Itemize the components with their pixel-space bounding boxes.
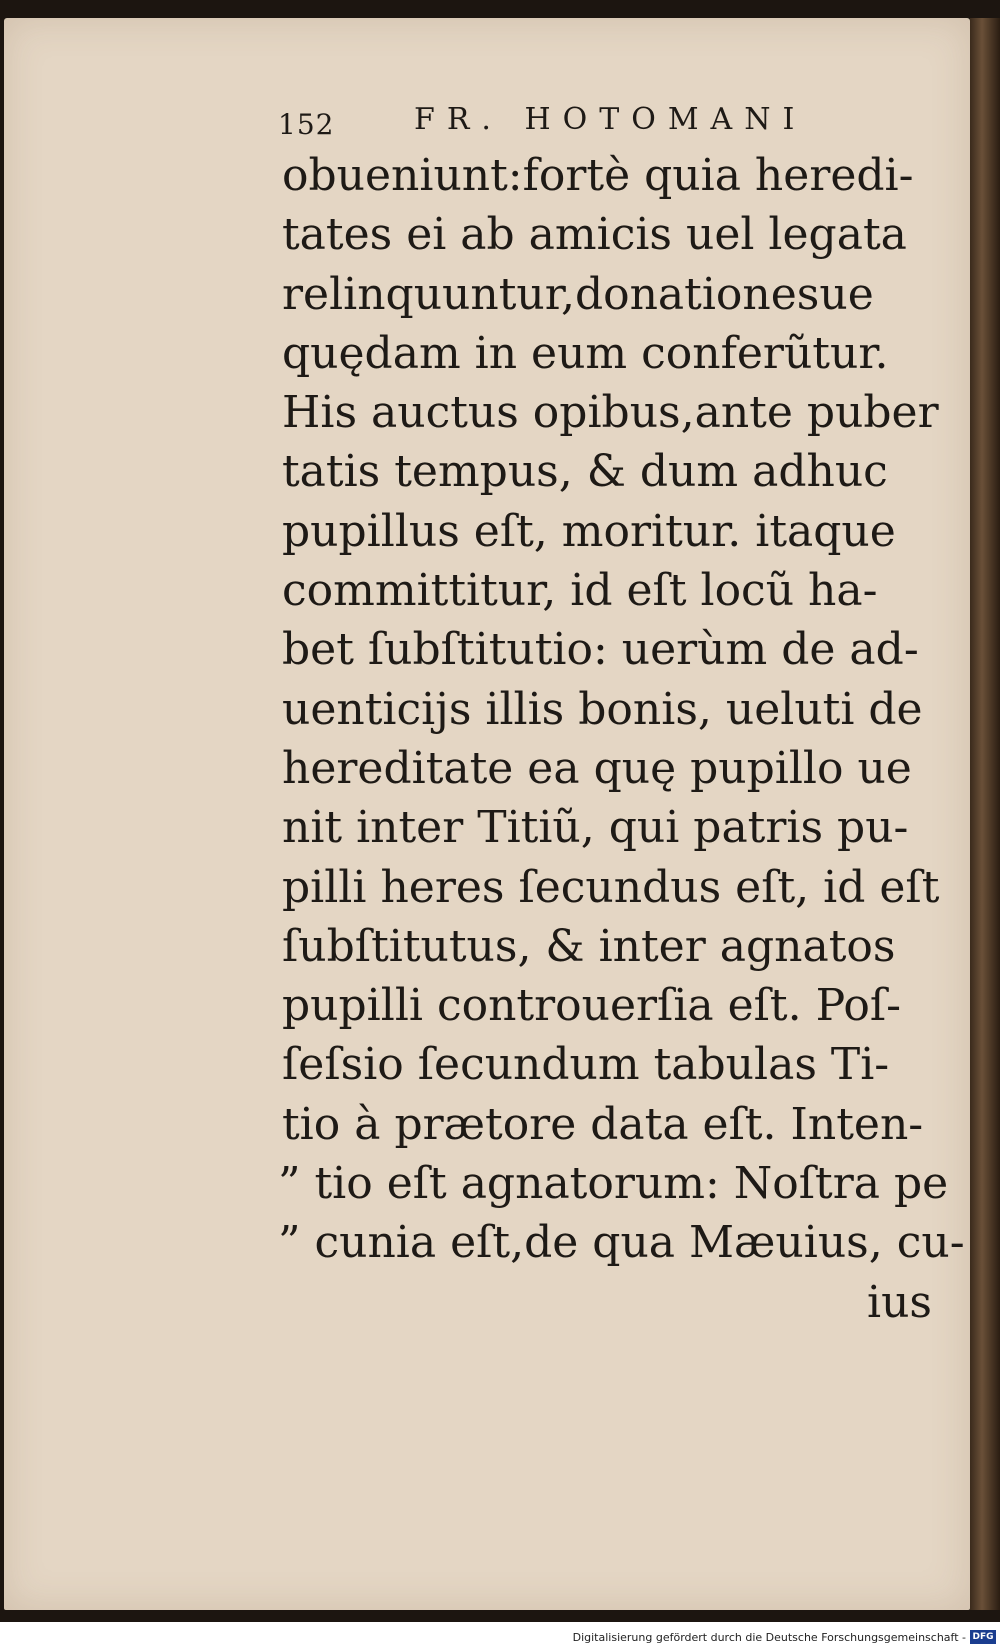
text-line: obueniunt:fortè quia heredi- (282, 150, 914, 201)
text-line: pilli heres ſecundus eſt, id eſt (282, 861, 940, 913)
text-line-quoted: ” tio eſt agnatorum: Noſtra pe (278, 1158, 949, 1210)
text-line: nit inter Titiũ, qui patris pu- (282, 802, 909, 854)
text-line: His auctus opibus,ante puber (282, 387, 939, 439)
text-line: bet ſubſtitutio: uerùm de ad- (282, 624, 919, 676)
text-line: ſubſtitutus, & inter agnatos (282, 920, 896, 972)
text-line: uenticijs illis bonis, ueluti de (282, 683, 923, 735)
text-line: hereditate ea quę pupillo ue (282, 742, 912, 794)
book-page-edge (970, 18, 1000, 1610)
text-line: tates ei ab amicis uel legata (282, 209, 907, 261)
footer-bar (0, 1622, 1000, 1650)
text-line: quędam in eum conferũtur. (282, 327, 889, 379)
text-line: ſeſsio ſecundum tabulas Ti- (282, 1039, 890, 1091)
catchword: ius (867, 1276, 932, 1328)
body-text (278, 146, 965, 1332)
funding-credit: Digitalisierung gefördert durch die Deutsche Forschungsgemeinschaft - (572, 1631, 966, 1644)
text-line: pupillus eſt, moritur. itaque (282, 505, 896, 557)
text-line-quoted: ” cunia eſt,de qua Mæuius, cu- (278, 1217, 965, 1269)
running-head (278, 102, 838, 142)
text-line: relinquuntur,donationesue (282, 268, 874, 320)
text-line: tatis tempus, & dum adhuc (282, 446, 888, 498)
text-line: committitur, id eſt locũ ha- (282, 565, 878, 617)
dfg-logo-icon: DFG (970, 1630, 996, 1644)
text-line: tio à prætore data eſt. Inten- (282, 1098, 924, 1150)
text-line: pupilli controuerſia eſt. Poſ- (282, 980, 902, 1032)
running-head-title: FR. HOTOMANI (414, 102, 807, 137)
page-number: 152 (278, 108, 335, 141)
